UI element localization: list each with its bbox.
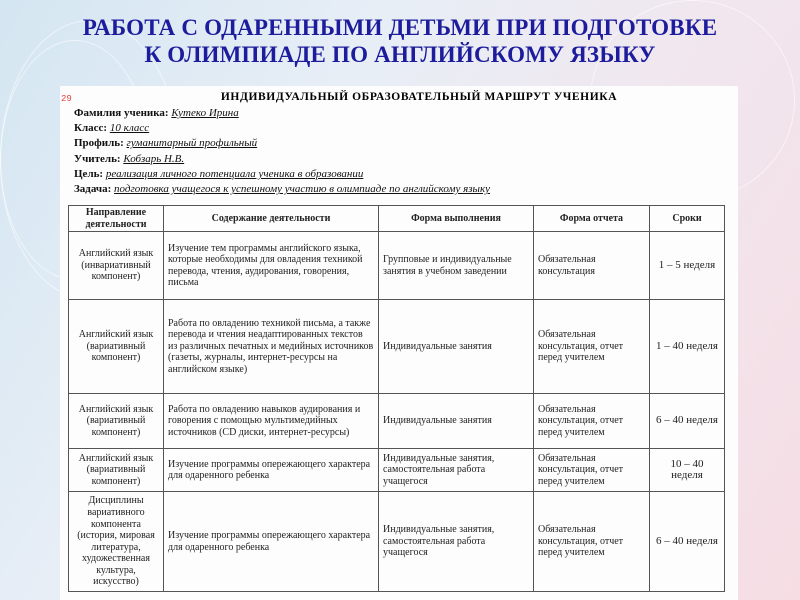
column-header: Форма отчета [534,206,650,232]
table-cell: Обязательная консультация, отчет перед учителем [534,492,650,592]
table-cell: Английский язык (вариативный компонент) [69,394,164,449]
field-value: гуманитарный профильный [126,137,258,150]
table-row [69,232,725,300]
column-header: Сроки [650,206,725,232]
table-cell: Обязательная консультация, отчет перед учителем [534,394,650,449]
field-value: Кутеко Ирина [171,107,239,119]
field-label: Учитель: [74,152,121,165]
table-cell: Индивидуальные занятия, самостоятельная работа учащегося [379,492,534,592]
field-value: реализация личного потенциала ученика в образовании [105,167,364,180]
field-value: Кобзарь Н.В. [123,152,185,165]
margin-mark: 29 [61,94,72,104]
table-cell: 6 – 40 неделя [650,492,725,592]
field-value: подготовка учащегося к успешному участию в олимпиаде по английскому языку [114,183,490,196]
table-cell: Работа по овладению навыков аудирования и говорения с помощью мультимедийных источников (CD диски, интернет-ресурсы) [164,394,379,449]
field-row [74,152,724,167]
table-cell: Английский язык (инвариативный компонент) [69,232,164,300]
field-row [74,167,724,182]
table-row [69,300,725,394]
table-cell: 1 – 40 неделя [650,300,725,394]
table-cell: Английский язык (вариативный компонент) [69,300,164,394]
table-cell: Дисциплины вариативного компонента (история, мировая литература, художественная культура, искусство) [69,492,164,592]
field-row [74,121,724,136]
field-label: Задача: [74,183,112,196]
student-fields [74,106,724,197]
table-cell: Индивидуальные занятия [379,394,534,449]
document-heading: ИНДИВИДУАЛЬНЫЙ ОБРАЗОВАТЕЛЬНЫЙ МАРШРУТ УЧЕНИКА [220,91,618,103]
table-cell: 10 – 40 неделя [650,449,725,492]
table-cell: Обязательная консультация, отчет перед учителем [534,449,650,492]
table-cell: Изучение программы опережающего характера для одаренного ребенка [164,449,379,492]
field-row [74,182,724,197]
column-header: Содержание деятельности [164,206,379,232]
scanned-document [60,86,738,600]
column-header: Форма выполнения [379,206,534,232]
table-cell: Групповые и индивидуальные занятия в учебном заведении [379,232,534,300]
table-header-row [69,206,725,232]
field-row [74,106,724,121]
field-row [74,136,724,151]
field-label: Класс: [74,122,108,135]
table-cell: Изучение программы опережающего характера для одаренного ребенка [164,492,379,592]
table-cell: Изучение тем программы английского языка, которые необходимы для овладения техникой перевода, чтения, аудирования, говорения, письма [164,232,379,300]
field-value: 10 класс [109,122,150,135]
field-label: Цель: [74,167,104,180]
column-header: Направление деятельности [69,206,164,232]
table-cell: 6 – 40 неделя [650,394,725,449]
table-cell: Индивидуальные занятия [379,300,534,394]
table-row [69,394,725,449]
slide-title [0,14,800,68]
table-row [69,449,725,492]
title-line: РАБОТА С ОДАРЕННЫМИ ДЕТЬМИ ПРИ ПОДГОТОВКЕ [82,15,718,40]
route-table [68,205,725,592]
table-cell: Обязательная консультация, отчет перед учителем [534,300,650,394]
field-label: Фамилия ученика: [74,107,169,119]
table-row [69,492,725,592]
table-cell: Индивидуальные занятия, самостоятельная работа учащегося [379,449,534,492]
title-line: К ОЛИМПИАДЕ ПО АНГЛИЙСКОМУ ЯЗЫКУ [144,42,656,67]
table-cell: Английский язык (вариативный компонент) [69,449,164,492]
table-cell: Обязательная консультация [534,232,650,300]
field-label: Профиль: [74,137,124,150]
table-cell: Работа по овладению техникой письма, а также перевода и чтения неадаптированных текстов из различных печатных и медийных источников (газеты, журналы, интернет-ресурсы на английском языке) [164,300,379,394]
table-cell: 1 – 5 неделя [650,232,725,300]
